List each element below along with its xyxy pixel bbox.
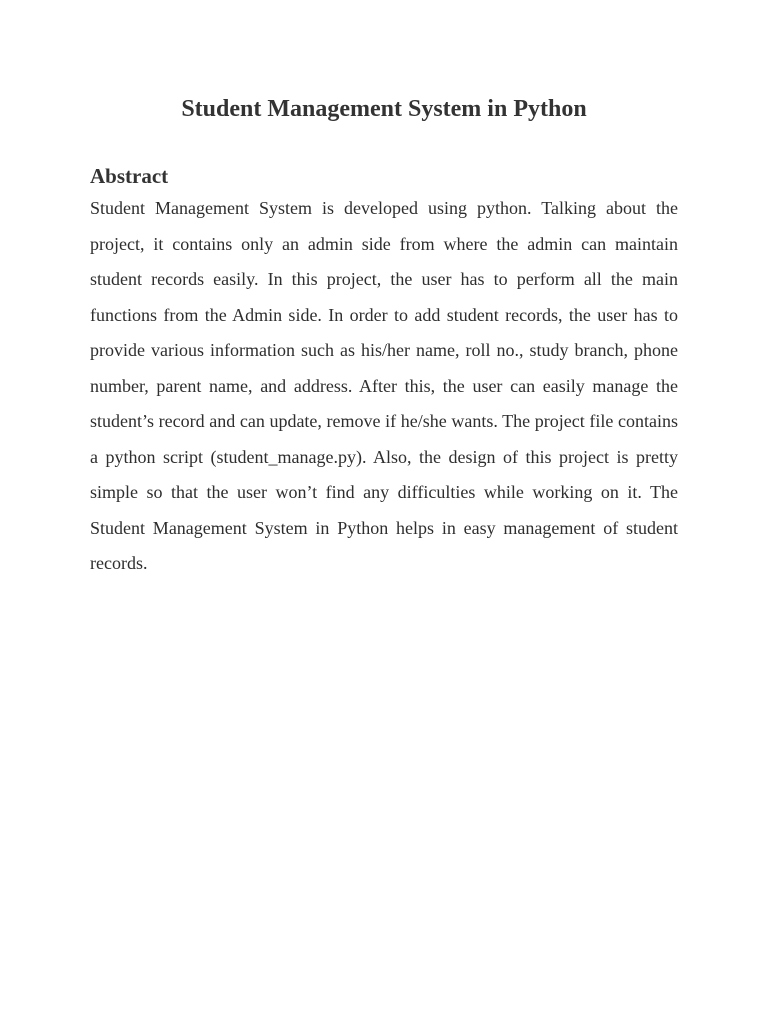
abstract-heading: Abstract — [90, 164, 169, 188]
abstract-section — [90, 163, 678, 582]
abstract-paragraph: Student Management System is developed using python. Talking about the project, it contains only an admin side from where the admin can maintain student records easily. In this project, the user has to perform all the main functions from the Admin side. In order to add student records, the user has to provide various information such as his/her name, roll no., study branch, phone number, parent name, and address. After this, the user can easily manage the student’s record and can update, remove if he/she wants. The project file contains a python script (student_manage.py). Also, the design of this project is pretty simple so that the user won’t find any difficulties while working on it. The Student Management System in Python helps in easy management of student records. — [90, 198, 678, 573]
document-title: Student Management System in Python — [181, 96, 587, 122]
